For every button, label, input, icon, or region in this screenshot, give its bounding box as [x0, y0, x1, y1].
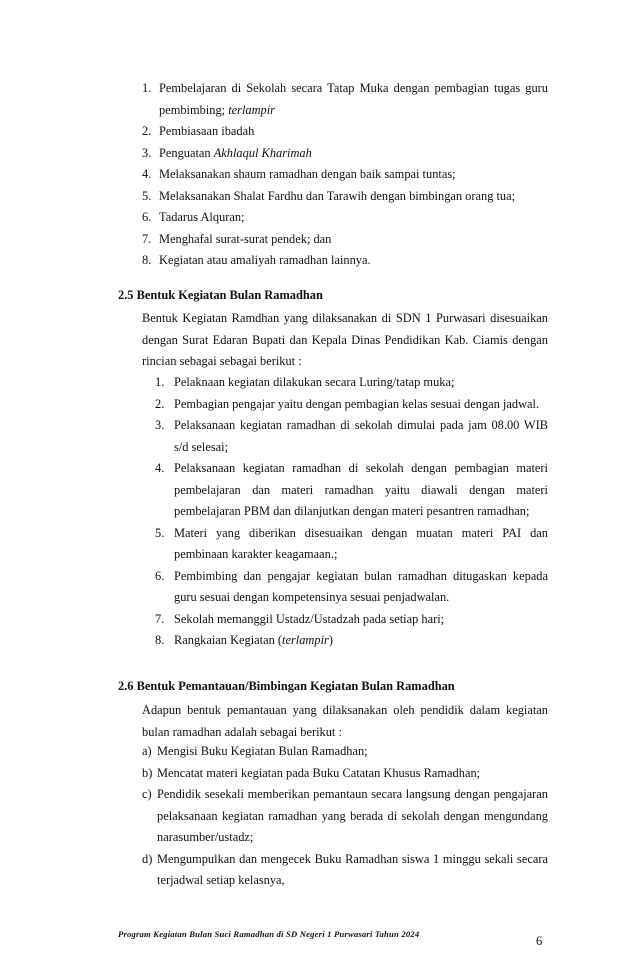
paragraph-line: Bentuk Kegiatan Ramdhan yang dilaksanakan di SDN 1 Purwasari disesuaikan — [142, 311, 548, 325]
list-item-text: pembinaan karakter keagamaan.; — [174, 547, 338, 561]
list-item-number: b) — [142, 765, 153, 780]
list-item-text: Materi yang diberikan disesuaikan dengan muatan materi PAI dan — [174, 525, 548, 540]
list-item-text: Melaksanakan Shalat Fardhu dan Tarawih dengan bimbingan orang tua; — [159, 188, 516, 203]
list-item-number: c) — [142, 787, 152, 801]
list-item-text: Pembelajaran di Sekolah secara Tatap Muka dengan pembagian tugas guru — [159, 81, 548, 95]
list-item-number: 8. — [155, 633, 165, 647]
list-item-text: Mengumpulkan dan mengecek Buku Ramadhan siswa 1 minggu sekali secara — [157, 851, 548, 866]
paragraph-line: bulan ramadhan adalah sebagai berikut : — [142, 724, 342, 739]
list-item-text: Rangkaian Kegiatan (terlampir) — [174, 633, 333, 647]
list-item-number: 5. — [155, 525, 165, 540]
list-item-text: Pembimbing dan pengajar kegiatan bulan ramadhan ditugaskan kepada — [174, 568, 548, 583]
list-item-number: 7. — [142, 231, 152, 246]
list-item-number: 8. — [142, 253, 152, 267]
list-item-number: 3. — [142, 145, 152, 160]
list-item-number: a) — [142, 744, 152, 758]
list-item-number: 7. — [155, 611, 165, 626]
list-item-text: Pembiasaan ibadah — [159, 124, 255, 138]
list-item-text: Menghafal surat-surat pendek; dan — [159, 231, 332, 246]
list-item-text: s/d selesai; — [174, 439, 229, 454]
list-item-text: Sekolah memanggil Ustadz/Ustadzah pada setiap hari; — [174, 611, 445, 626]
paragraph-line: dengan Surat Edaran Bupati dan Kepala Dinas Pendidikan Kab. Ciamis dengan — [142, 332, 548, 347]
page-number: 6 — [536, 934, 543, 948]
list-item-number: d) — [142, 851, 153, 866]
section-2-6-heading: 2.6 Bentuk Pemantauan/Bimbingan Kegiatan Bulan Ramadhan — [118, 679, 455, 693]
list-item-number: 6. — [155, 568, 165, 583]
list-item-text: Pelaksanaan kegiatan ramadhan di sekolah dimulai pada jam 08.00 WIB — [174, 418, 548, 432]
list-item-text: Mengisi Buku Kegiatan Bulan Ramadhan; — [157, 744, 368, 758]
section-2-5-heading: 2.5 Bentuk Kegiatan Bulan Ramadhan — [118, 288, 323, 302]
page-footer: Program Kegiatan Bulan Suci Ramadhan di SD Negeri 1 Purwasari Tahun 2024 — [118, 929, 420, 939]
list-item-text: narasumber/ustadz; — [157, 830, 254, 844]
list-item-text: guru sesuai dengan kompetensinya sesuai penjadwalan. — [174, 590, 450, 604]
list-item-text: Melaksanakan shaum ramadhan dengan baik sampai tuntas; — [159, 167, 456, 181]
list-item-text: terjadwal setiap kelasnya, — [157, 873, 285, 887]
list-item-number: 1. — [142, 81, 152, 95]
paragraph-line: rincian sebagai sebagai berikut : — [142, 354, 302, 368]
list-item-number: 3. — [155, 418, 165, 432]
list-item-number: 4. — [142, 167, 152, 181]
list-item-number: 5. — [142, 188, 152, 203]
list-item-text: Pembagian pengajar yaitu dengan pembagian kelas sesuai dengan jadwal. — [174, 396, 540, 411]
list-item-text: Kegiatan atau amaliyah ramadhan lainnya. — [159, 253, 371, 267]
list-item-number: 2. — [155, 396, 165, 411]
list-item-number: 1. — [155, 375, 165, 389]
list-item-text: Pelaksanaan kegiatan ramadhan di sekolah dengan pembagian materi — [174, 461, 548, 475]
list-item-text: Pendidik sesekali memberikan pemantaun secara langsung dengan pengajaran — [157, 787, 548, 801]
list-item-text: Mencatat materi kegiatan pada Buku Catatan Khusus Ramadhan; — [157, 765, 481, 780]
list-item-number: 6. — [142, 210, 152, 224]
paragraph-line: Adapun bentuk pemantauan yang dilaksanakan oleh pendidik dalam kegiatan — [142, 703, 548, 717]
list-item-text: Penguatan Akhlaqul Kharimah — [159, 145, 312, 160]
list-item-text: pelaksanaan kegiatan ramadhan yang berada di sekolah dengan mengundang — [157, 808, 548, 823]
list-item-text: Tadarus Alquran; — [159, 210, 245, 224]
list-item-text: pembimbing; terlampir — [159, 102, 275, 117]
list-item-text: pembelajaran dan materi ramadhan yaitu diawali dengan materi — [174, 482, 548, 497]
list-item-number: 2. — [142, 124, 152, 138]
list-item-number: 4. — [155, 461, 165, 475]
list-item-text: Pelaknaan kegiatan dilakukan secara Luring/tatap muka; — [174, 375, 455, 389]
list-item-text: pembelajaran PBM dan dilanjutkan dengan materi pesantren ramadhan; — [174, 504, 530, 518]
